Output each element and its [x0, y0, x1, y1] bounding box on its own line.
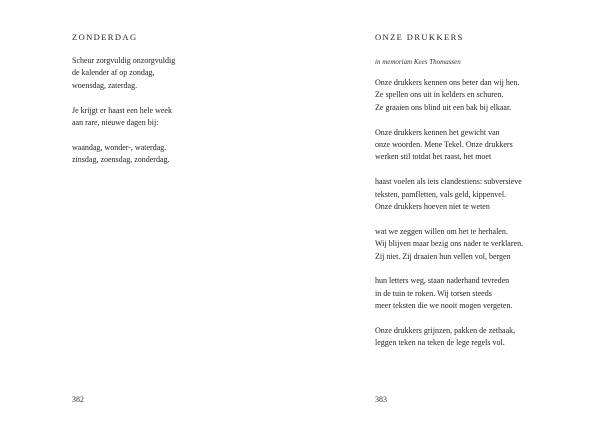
poem-line: Onze drukkers kennen het gewicht van — [375, 127, 500, 137]
stanza — [375, 275, 523, 312]
poem-body — [375, 77, 523, 350]
stanza — [72, 55, 175, 92]
poem-line: hun letters weg, staan naderhand tevreden — [375, 276, 510, 286]
poem-line: Ze spellen ons uit in kelders en schuren. — [375, 90, 504, 100]
poem-line: leggen teken na teken de lege regels vol. — [375, 338, 505, 348]
page-number: 382 — [72, 395, 84, 404]
poem-line: haast voelen als iets clandestiens: subversieve — [375, 177, 522, 187]
poem-title: ZONDERDAG — [72, 32, 138, 42]
poem-line: Onze drukkers kennen ons beter dan wij hen. — [375, 78, 520, 87]
poem-line: onze woorden. Mene Tekel. Onze drukkers — [375, 140, 513, 150]
poem-line: wat we zeggen willen om het te herhalen. — [375, 226, 508, 236]
poem-line: Ze graaien ons blind uit een bak bij elkaar. — [375, 102, 512, 112]
page-number: 383 — [375, 395, 387, 404]
poem-line: Onze drukkers hoeven niet te weten — [375, 202, 490, 212]
poem-line: de kalender af op zondag, — [72, 68, 155, 78]
poem-line: Scheur zorgvuldig onzorgvuldig — [72, 56, 176, 65]
stanza — [375, 226, 523, 263]
stanza — [72, 105, 175, 130]
poem-line: werken stil totdat het raast, het moet — [375, 152, 492, 162]
stanza — [375, 77, 523, 114]
poem-line: Zij niet. Zij draaien hun vellen vol, bergen — [375, 251, 511, 261]
poem-line: aan rare, nieuwe dagen bij: — [72, 118, 159, 128]
poem-line: meer teksten die we nooit mogen vergeten. — [375, 301, 513, 311]
poem-line: teksten, pamfletten, vals geld, kippenvel. — [375, 189, 507, 199]
stanza — [375, 127, 523, 164]
poem-line: woensdag, zaterdag. — [72, 80, 138, 90]
right-page — [300, 0, 600, 432]
poem-title: ONZE DRUKKERS — [375, 32, 464, 42]
poem-line: in de tuin te roken. Wij torsen steeds — [375, 288, 492, 298]
stanza — [375, 176, 523, 213]
poem-line: waandag, wonder-, waterdag. — [72, 142, 167, 152]
poem-body — [72, 55, 175, 167]
dedication: in memoriam Kees Thomassen — [375, 58, 461, 66]
stanza — [72, 142, 175, 167]
poem-line: zinsdag, zoensdag, zonderdag. — [72, 155, 170, 165]
stanza — [375, 325, 523, 350]
poem-line: Wij blijven maar bezig ons nader te verklaren. — [375, 239, 524, 249]
poem-line: Onze drukkers grijnzen, pakken de zethaak, — [375, 326, 516, 336]
poem-line: Je krijgt er haast een hele week — [72, 105, 172, 115]
